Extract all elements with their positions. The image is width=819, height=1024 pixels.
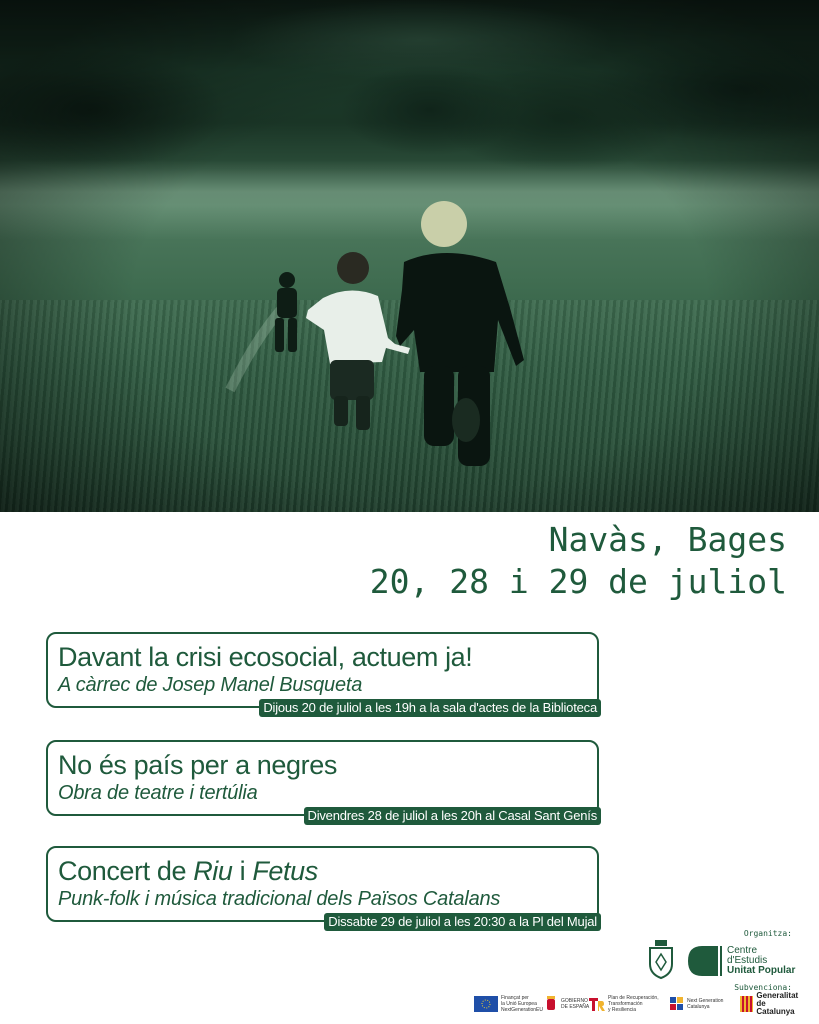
place-name: Navàs, Bages: [548, 520, 787, 559]
subvenciona-label: Subvenciona:: [734, 983, 792, 992]
event-date-badge: Divendres 28 de juliol a les 20h al Casal Sant Genís: [304, 807, 602, 825]
funder-logos: [474, 991, 804, 1016]
event-date-badge: Dijous 20 de juliol a les 19h a la sala d'actes de la Biblioteca: [259, 699, 601, 717]
ceup-logo-icon: [688, 946, 722, 976]
event-subtitle: Punk-folk i música tradicional dels Països Catalans: [58, 888, 501, 910]
event-card-1: [46, 632, 599, 715]
spain-coat-of-arms-icon: [544, 996, 558, 1012]
event-title: [58, 855, 587, 887]
tr-logo-icon: [589, 996, 605, 1012]
organizer-name: Centre d'Estudis Unitat Popular: [727, 945, 796, 976]
recovery-plan-logo: Plan de Recuperación, Transformación y Resiliencia: [589, 994, 659, 1014]
event-title: Davant la crisi ecosocial, actuem ja!: [58, 642, 473, 672]
senyera-icon: [740, 996, 753, 1012]
event-dates: 20, 28 i 29 de juliol: [369, 562, 787, 601]
gobierno-espana-logo: GOBIERNO DE ESPAÑA: [544, 994, 589, 1014]
next-generation-catalunya-logo: Next Generation Catalunya: [670, 994, 723, 1014]
organizer-logos: [646, 940, 806, 980]
event-title: No és país per a negres: [58, 750, 337, 780]
generalitat-logo: Generalitat de Catalunya: [740, 994, 804, 1014]
ngcat-squares-icon: [670, 997, 684, 1011]
place-and-dates: [370, 519, 787, 603]
event-subtitle: Obra de teatre i tertúlia: [58, 782, 258, 804]
event-title-connector: i: [232, 856, 253, 886]
event-card-2: [46, 740, 599, 823]
organitza-label: Organitza:: [743, 929, 792, 938]
band-name-fetus: Fetus: [252, 856, 318, 886]
band-name-riu: Riu: [193, 856, 233, 886]
event-date-badge: Dissabte 29 de juliol a les 20:30 a la Pl del Mujal: [324, 913, 601, 931]
eu-funding-logo: Finançat per la Unió Europea NextGenerationEU: [474, 994, 543, 1014]
eu-flag-icon: [474, 996, 498, 1012]
event-card-3: [46, 846, 599, 929]
navas-coat-of-arms-icon: [646, 940, 676, 980]
event-subtitle: A càrrec de Josep Manel Busqueta: [58, 674, 363, 696]
event-title-prefix: Concert de: [58, 856, 194, 886]
